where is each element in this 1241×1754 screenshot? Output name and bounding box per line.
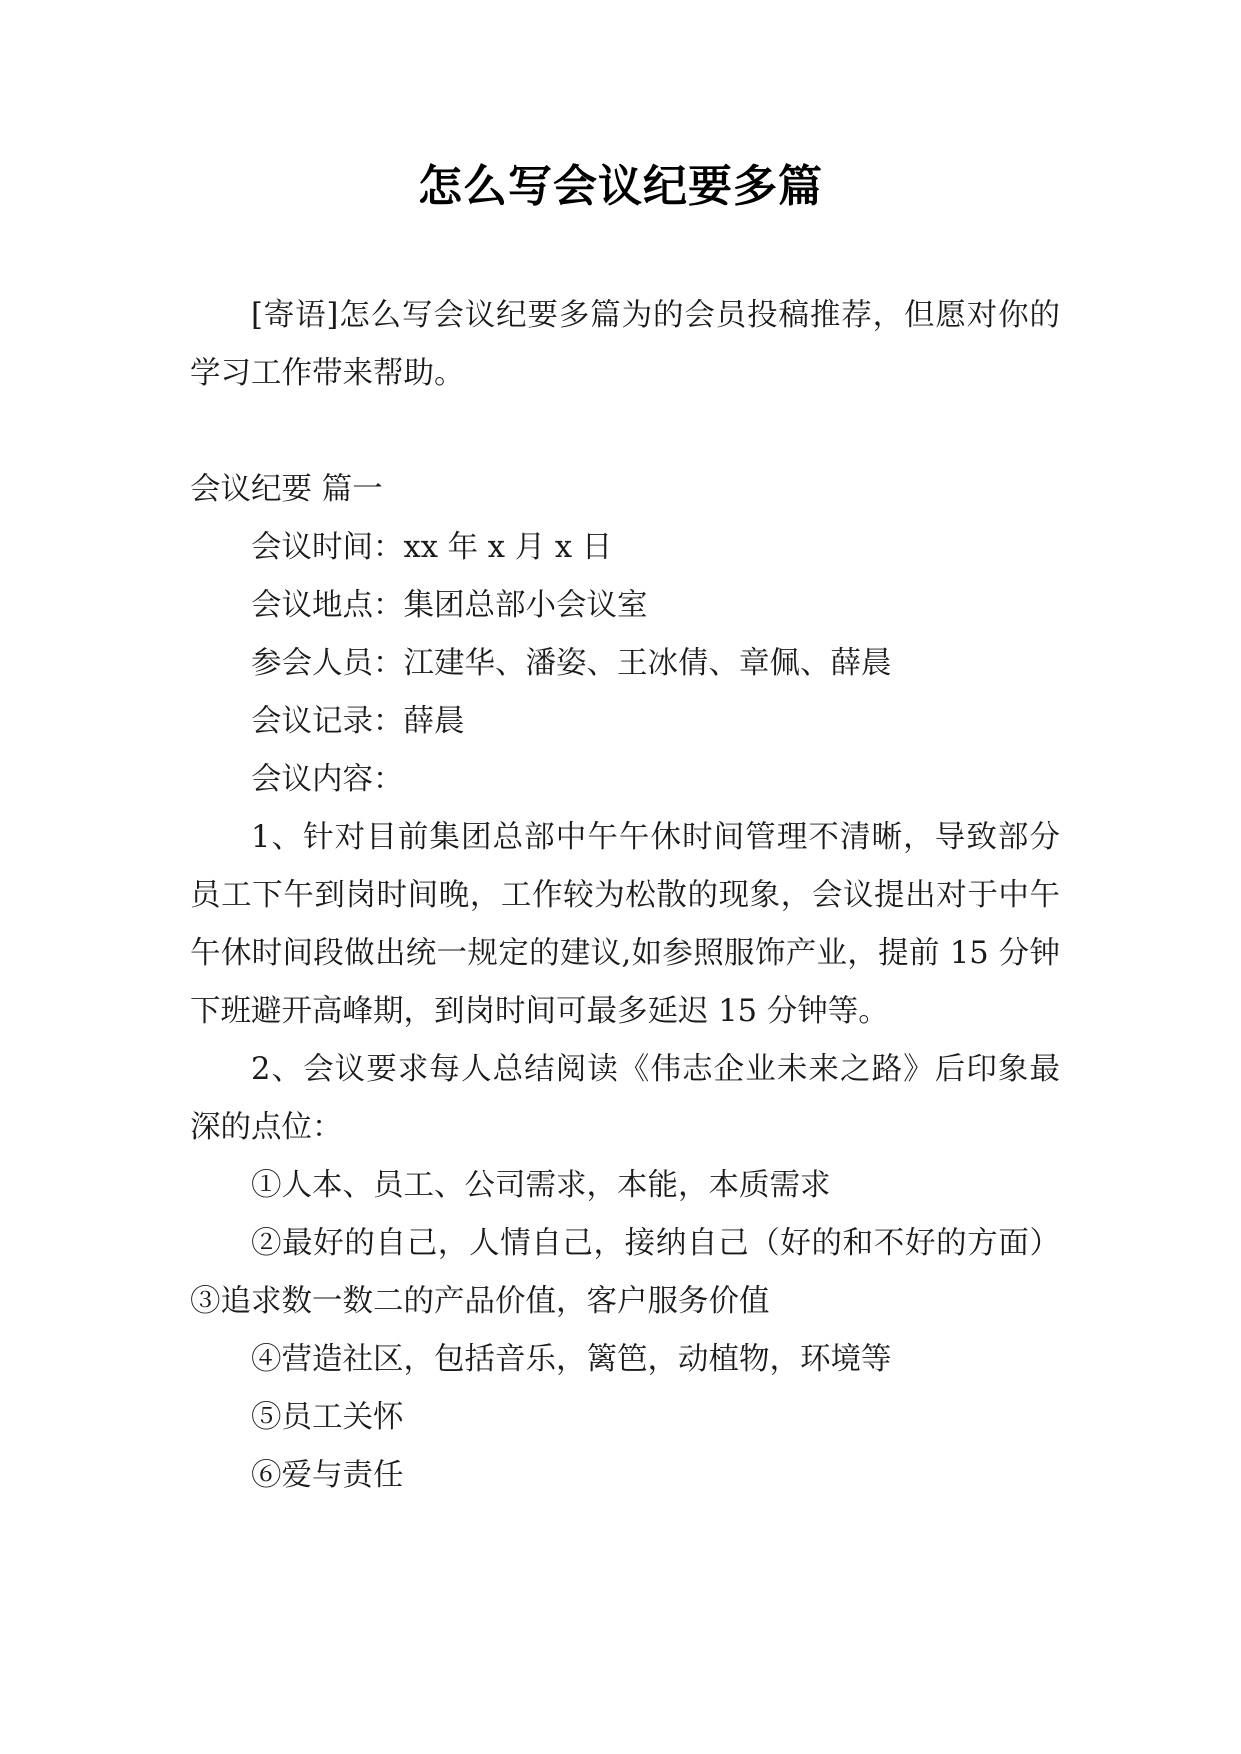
point-4: ④营造社区，包括音乐，篱笆，动植物，环境等 <box>251 1342 892 1377</box>
point-2-3: ②最好的自己，人情自己，接纳自己（好的和不好的方面）③追求数一数二的产品价值，客户服务价值 <box>190 1226 1060 1319</box>
meeting-recorder: 会议记录：薛晨 <box>251 704 465 739</box>
main-content <box>190 461 1060 1505</box>
point-6: ⑥爱与责任 <box>251 1458 404 1493</box>
meeting-location: 会议地点：集团总部小会议室 <box>251 588 648 623</box>
document-title: 怎么写会议纪要多篇 <box>418 161 823 212</box>
content-item-2: 2、会议要求每人总结阅读《伟志企业未来之路》后印象最深的点位： <box>190 1052 1060 1145</box>
meeting-attendees: 参会人员：江建华、潘姿、王冰倩、章佩、薛晨 <box>251 646 892 681</box>
point-5: ⑤员工关怀 <box>251 1400 404 1435</box>
intro-paragraph: [寄语]怎么写会议纪要多篇为的会员投稿推荐，但愿对你的学习工作带来帮助。 <box>190 298 1060 391</box>
section-heading: 会议纪要 篇一 <box>190 472 383 507</box>
meeting-content-label: 会议内容： <box>251 762 404 797</box>
meeting-time: 会议时间：xx 年 x 月 x 日 <box>251 530 613 565</box>
content-item-1: 1、针对目前集团总部中午午休时间管理不清晰，导致部分员工下午到岗时间晚，工作较为松散的现象，会议提出对于中午午休时间段做出统一规定的建议,如参照服饰产业，提前 15 分钟下班避开高峰期，到岗时间可最多延迟 15 分钟等。 <box>190 820 1060 1029</box>
point-1: ①人本、员工、公司需求，本能，本质需求 <box>251 1168 831 1203</box>
intro-block <box>190 287 1060 403</box>
